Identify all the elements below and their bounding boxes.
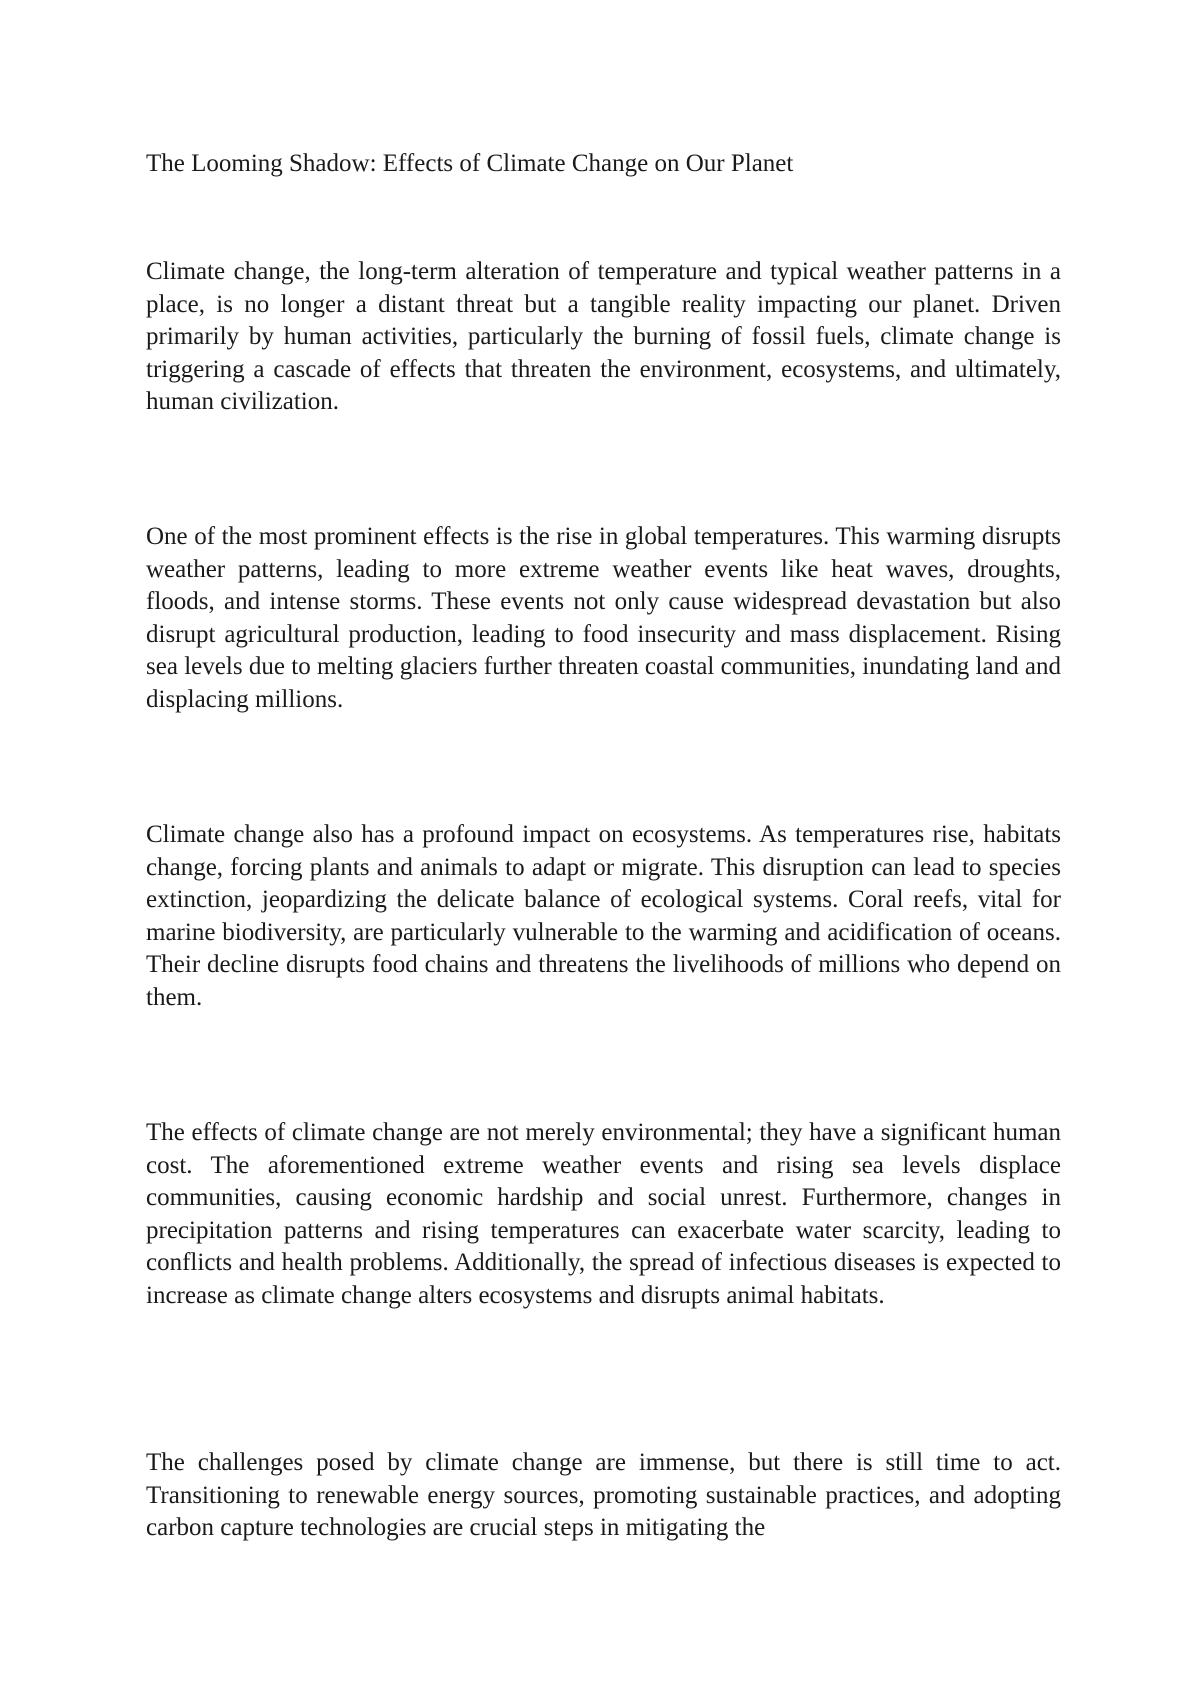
document-title: The Looming Shadow: Effects of Climate Change on Our Planet (146, 150, 794, 177)
paragraph-human-cost: The effects of climate change are not merely environmental; they have a significant human cost. The aforementioned extreme weather events and rising sea levels displace communities, causing economic hardship and social unrest. Furthermore, changes in precipitation patterns and rising temperatures can exacerbate water scarcity, leading to conflicts and health problems. Additionally, the spread of infectious diseases is expected to increase as climate change alters ecosystems and disrupts animal habitats. (146, 1119, 1061, 1309)
paragraph-ecosystems: Climate change also has a profound impact on ecosystems. As temperatures rise, habitats change, forcing plants and animals to adapt or migrate. This disruption can lead to species extinction, jeopardizing the delicate balance of ecological systems. Coral reefs, vital for marine biodiversity, are particularly vulnerable to the warming and acidification of oceans. Their decline disrupts food chains and threatens the livelihoods of millions who depend on them. (146, 821, 1061, 1011)
paragraph-global-temperatures: One of the most prominent effects is the rise in global temperatures. This warming disrupts weather patterns, leading to more extreme weather events like heat waves, droughts, floods, and intense storms. These events not only cause widespread devastation but also disrupt agricultural production, leading to food insecurity and mass displacement. Rising sea levels due to melting glaciers further threaten coastal communities, inundating land and displacing millions. (146, 523, 1061, 713)
paragraph-intro: Climate change, the long-term alteration of temperature and typical weather patterns in a place, is no longer a distant threat but a tangible reality impacting our planet. Driven primarily by human activities, particularly the burning of fossil fuels, climate change is triggering a cascade of effects that threaten the environment, ecosystems, and ultimately, human civilization. (146, 258, 1061, 415)
paragraph-challenges: The challenges posed by climate change are immense, but there is still time to act. Transitioning to renewable energy sources, promoting sustainable practices, and adopting carbon capture technologies are crucial steps in mitigating the (146, 1449, 1061, 1541)
